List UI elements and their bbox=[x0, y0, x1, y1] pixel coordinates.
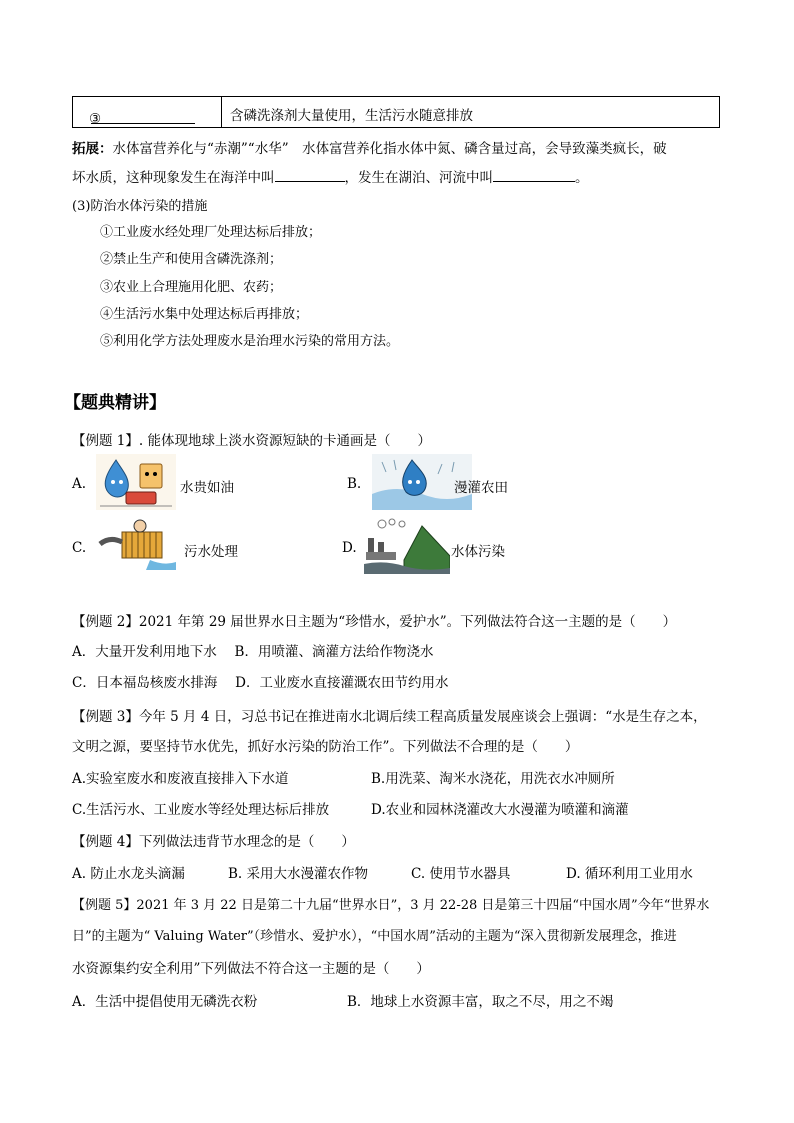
table-cell-number bbox=[73, 97, 222, 127]
example-5-question-line-1: 【例题 5】2021 年 3 月 22 日是第二十九届“世界水日”，3 月 22-28 日是第三十四届“中国水周”今年“世界水 bbox=[72, 898, 710, 913]
measure-item: ③农业上合理施用化肥、农药； bbox=[100, 280, 283, 295]
example-5-option-b: B．地球上水资源丰富，取之不尽，用之不竭 bbox=[347, 994, 614, 1010]
option-d-letter: D. bbox=[342, 540, 357, 556]
expand-text-b: ，发生在湖泊、河流中叫 bbox=[344, 170, 493, 186]
option-a-letter: A. bbox=[72, 476, 87, 492]
section-title: 【题典精讲】 bbox=[64, 393, 166, 413]
example-4-option-a: A. 防止水龙头滴漏 bbox=[72, 866, 185, 882]
table-cell-content bbox=[222, 97, 719, 127]
measure-item: ⑤利用化学方法处理废水是治理水污染的常用方法。 bbox=[100, 334, 400, 349]
measures-title: (3)防治水体污染的措施 bbox=[72, 199, 208, 214]
example-3-option-a: A.实验室废水和废液直接排入下水道 bbox=[72, 771, 289, 787]
expand-text: 水体富营养化与“赤潮”“水华” 水体富营养化指水体中氮、磷含量过高，会导致藻类疯长，破 bbox=[112, 141, 667, 157]
table-cell-text: 含磷洗涤剂大量使用，生活污水随意排放 bbox=[230, 108, 473, 124]
option-d-text: 水体污染 bbox=[451, 544, 505, 560]
answer-blank[interactable] bbox=[493, 169, 575, 182]
measure-item: ④生活污水集中处理达标后再排放； bbox=[100, 307, 309, 322]
water-pollution-cartoon-image bbox=[364, 516, 450, 574]
example-2-question: 【例题 2】2021 年第 29 届世界水日主题为“珍惜水，爱护水”。下列做法符合这一主题的是（ ） bbox=[72, 614, 677, 630]
example-1-question: 【例题 1】. 能体现地球上淡水资源短缺的卡通画是（ ） bbox=[72, 433, 431, 449]
example-2-options-ab: A．大量开发利用地下水 B．用喷灌、滴灌方法给作物浇水 bbox=[72, 644, 434, 660]
option-b-letter: B. bbox=[347, 476, 362, 492]
example-5-question-line-2: 日”的主题为“ Valuing Water”（珍惜水、爱护水），“中国水周”活动的主题为“深入贯彻新发展理念，推进 bbox=[72, 929, 677, 944]
example-3-option-c: C.生活污水、工业废水等经处理达标后排放 bbox=[72, 802, 330, 818]
example-3-option-b: B.用洗菜、淘米水浇花，用洗衣水冲厕所 bbox=[371, 771, 615, 787]
option-b-text: 漫灌农田 bbox=[454, 480, 508, 496]
option-c-text: 污水处理 bbox=[184, 544, 238, 560]
answer-blank[interactable] bbox=[275, 169, 345, 182]
expand-text-c: 。 bbox=[575, 170, 589, 186]
example-3-option-d: D.农业和园林浇灌改大水漫灌为喷灌和滴灌 bbox=[371, 802, 629, 818]
example-4-option-d: D. 循环利用工业用水 bbox=[566, 866, 693, 882]
option-c-letter: C. bbox=[72, 540, 87, 556]
sewage-treatment-cartoon-image bbox=[94, 518, 178, 572]
measure-item: ②禁止生产和使用含磷洗涤剂； bbox=[100, 252, 283, 267]
example-2-options-cd: C．日本福岛核废水排海 D．工业废水直接灌溉农田节约用水 bbox=[72, 675, 449, 691]
example-5-question-line-3: 水资源集约安全利用”下列做法不符合这一主题的是（ ） bbox=[72, 961, 430, 977]
example-3-question-line-1: 【例题 3】今年 5 月 4 日，习总书记在推进南水北调后续工程高质量发展座谈会上强调：“水是生存之本， bbox=[72, 709, 707, 725]
expand-line-2 bbox=[72, 166, 589, 186]
example-3-question-line-2: 文明之源，要坚持节水优先，抓好水污染的防治工作”。下列做法不合理的是（ ） bbox=[72, 739, 579, 755]
example-4-option-c: C. 使用节水器具 bbox=[411, 866, 511, 882]
example-4-option-b: B. 采用大水漫灌农作物 bbox=[228, 866, 369, 882]
measure-item: ①工业废水经处理厂处理达标后排放； bbox=[100, 225, 322, 240]
example-5-option-a: A．生活中提倡使用无磷洗衣粉 bbox=[72, 994, 258, 1010]
example-4-question: 【例题 4】下列做法违背节水理念的是（ ） bbox=[72, 834, 355, 850]
expand-text-a: 坏水质，这种现象发生在海洋中叫 bbox=[72, 170, 275, 186]
table-cell-label: ③ bbox=[89, 111, 102, 127]
expand-line-1 bbox=[72, 137, 667, 157]
table-row bbox=[72, 96, 720, 128]
option-a-text: 水贵如油 bbox=[180, 480, 234, 496]
expand-label: 拓展： bbox=[72, 141, 113, 157]
water-expensive-cartoon-image bbox=[96, 454, 176, 510]
answer-blank[interactable] bbox=[91, 111, 195, 124]
